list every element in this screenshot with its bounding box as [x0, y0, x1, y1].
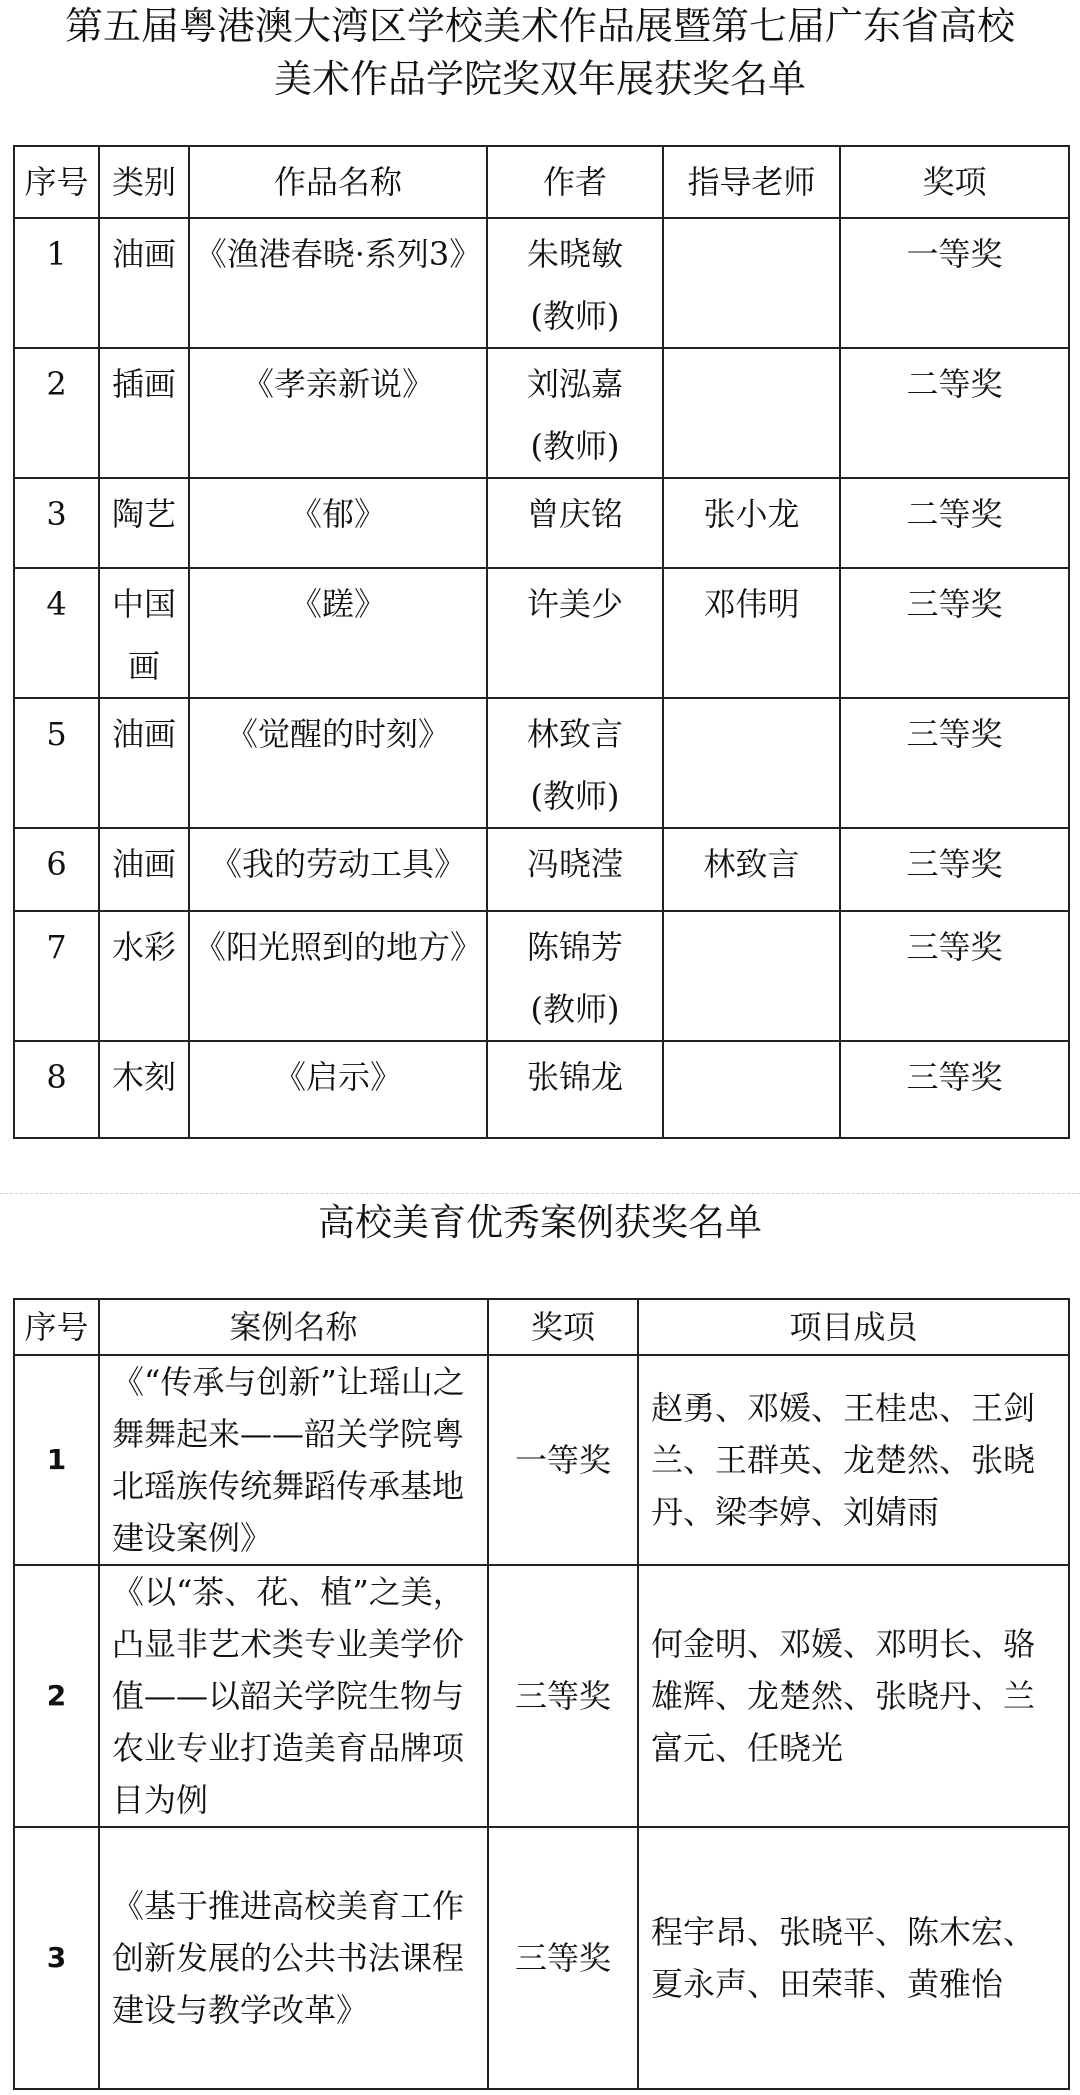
row-author: 张锦龙	[487, 1041, 663, 1138]
row-work: 《启示》	[189, 1041, 487, 1138]
row-no: 3	[14, 1827, 99, 2089]
row-work: 《觉醒的时刻》	[189, 698, 487, 828]
header-case: 案例名称	[99, 1299, 488, 1355]
row-author: 曾庆铭	[487, 478, 663, 568]
row-category: 陶艺	[99, 478, 189, 568]
header-advisor: 指导老师	[663, 146, 840, 218]
row-no: 2	[14, 348, 99, 478]
row-award: 三等奖	[840, 911, 1069, 1041]
table-row	[14, 1355, 1069, 1565]
row-advisor	[663, 698, 840, 828]
row-work: 《蹉》	[189, 568, 487, 698]
table-row	[14, 828, 1069, 911]
row-category: 油画	[99, 218, 189, 348]
row-category: 水彩	[99, 911, 189, 1041]
row-no: 5	[14, 698, 99, 828]
page-title	[0, 0, 1080, 106]
row-work: 《阳光照到的地方》	[189, 911, 487, 1041]
award-table-artworks	[13, 145, 1070, 1139]
table-row	[14, 698, 1069, 828]
row-category: 插画	[99, 348, 189, 478]
row-award: 二等奖	[840, 348, 1069, 478]
row-case: 《以“茶、花、植”之美，凸显非艺术类专业美学价值——以韶关学院生物与农业专业打造美育品牌项目为例	[99, 1565, 488, 1827]
row-author: 刘泓嘉 (教师)	[487, 348, 663, 478]
row-author: 许美少	[487, 568, 663, 698]
row-members: 何金明、邓媛、邓明长、骆雄辉、龙楚然、张晓丹、兰富元、任晓光	[638, 1565, 1069, 1827]
header-no: 序号	[14, 1299, 99, 1355]
row-work: 《渔港春晓·系列3》	[189, 218, 487, 348]
row-no: 6	[14, 828, 99, 911]
title-line-2: 美术作品学院奖双年展获奖名单	[273, 57, 806, 101]
table-row	[14, 911, 1069, 1041]
row-members: 程宇昂、张晓平、陈木宏、夏永声、田荣菲、黄雅怡	[638, 1827, 1069, 2089]
row-award: 三等奖	[840, 698, 1069, 828]
header-category: 类别	[99, 146, 189, 218]
row-advisor	[663, 218, 840, 348]
row-author: 陈锦芳 (教师)	[487, 911, 663, 1041]
row-advisor: 林致言	[663, 828, 840, 911]
row-members: 赵勇、邓媛、王桂忠、王剑兰、王群英、龙楚然、张晓丹、梁李婷、刘婧雨	[638, 1355, 1069, 1565]
row-no: 1	[14, 1355, 99, 1565]
table-header-row	[14, 146, 1069, 218]
row-no: 3	[14, 478, 99, 568]
row-award: 二等奖	[840, 478, 1069, 568]
row-category: 油画	[99, 828, 189, 911]
header-author: 作者	[487, 146, 663, 218]
table-row	[14, 478, 1069, 568]
row-work: 《孝亲新说》	[189, 348, 487, 478]
row-no: 2	[14, 1565, 99, 1827]
row-author: 冯晓滢	[487, 828, 663, 911]
row-category: 油画	[99, 698, 189, 828]
section-title: 高校美育优秀案例获奖名单	[318, 1201, 762, 1244]
row-case: 《“传承与创新”让瑶山之舞舞起来——韶关学院粤北瑶族传统舞蹈传承基地建设案例》	[99, 1355, 488, 1565]
row-advisor	[663, 911, 840, 1041]
header-no: 序号	[14, 146, 99, 218]
header-members: 项目成员	[638, 1299, 1069, 1355]
table-row	[14, 348, 1069, 478]
row-category: 木刻	[99, 1041, 189, 1138]
row-no: 1	[14, 218, 99, 348]
table-row	[14, 218, 1069, 348]
table-row	[14, 1827, 1069, 2089]
row-advisor	[663, 1041, 840, 1138]
row-award: 一等奖	[840, 218, 1069, 348]
row-no: 7	[14, 911, 99, 1041]
row-award: 三等奖	[840, 828, 1069, 911]
table-row	[14, 1041, 1069, 1138]
row-award: 三等奖	[840, 568, 1069, 698]
header-work: 作品名称	[189, 146, 487, 218]
row-author: 林致言 (教师)	[487, 698, 663, 828]
table-row	[14, 568, 1069, 698]
header-award: 奖项	[488, 1299, 638, 1355]
row-advisor: 邓伟明	[663, 568, 840, 698]
row-advisor	[663, 348, 840, 478]
row-award: 三等奖	[488, 1565, 638, 1827]
row-category: 中国 画	[99, 568, 189, 698]
table-header-row	[14, 1299, 1069, 1355]
row-no: 4	[14, 568, 99, 698]
title-line-1: 第五届粤港澳大湾区学校美术作品展暨第七届广东省高校	[64, 4, 1015, 48]
header-award: 奖项	[840, 146, 1069, 218]
row-award: 三等奖	[840, 1041, 1069, 1138]
row-award: 一等奖	[488, 1355, 638, 1565]
row-case: 《基于推进高校美育工作创新发展的公共书法课程建设与教学改革》	[99, 1827, 488, 2089]
row-advisor: 张小龙	[663, 478, 840, 568]
table-row	[14, 1565, 1069, 1827]
row-work: 《郁》	[189, 478, 487, 568]
award-table-cases	[13, 1298, 1070, 2090]
row-no: 8	[14, 1041, 99, 1138]
row-work: 《我的劳动工具》	[189, 828, 487, 911]
row-award: 三等奖	[488, 1827, 638, 2089]
row-author: 朱晓敏 (教师)	[487, 218, 663, 348]
